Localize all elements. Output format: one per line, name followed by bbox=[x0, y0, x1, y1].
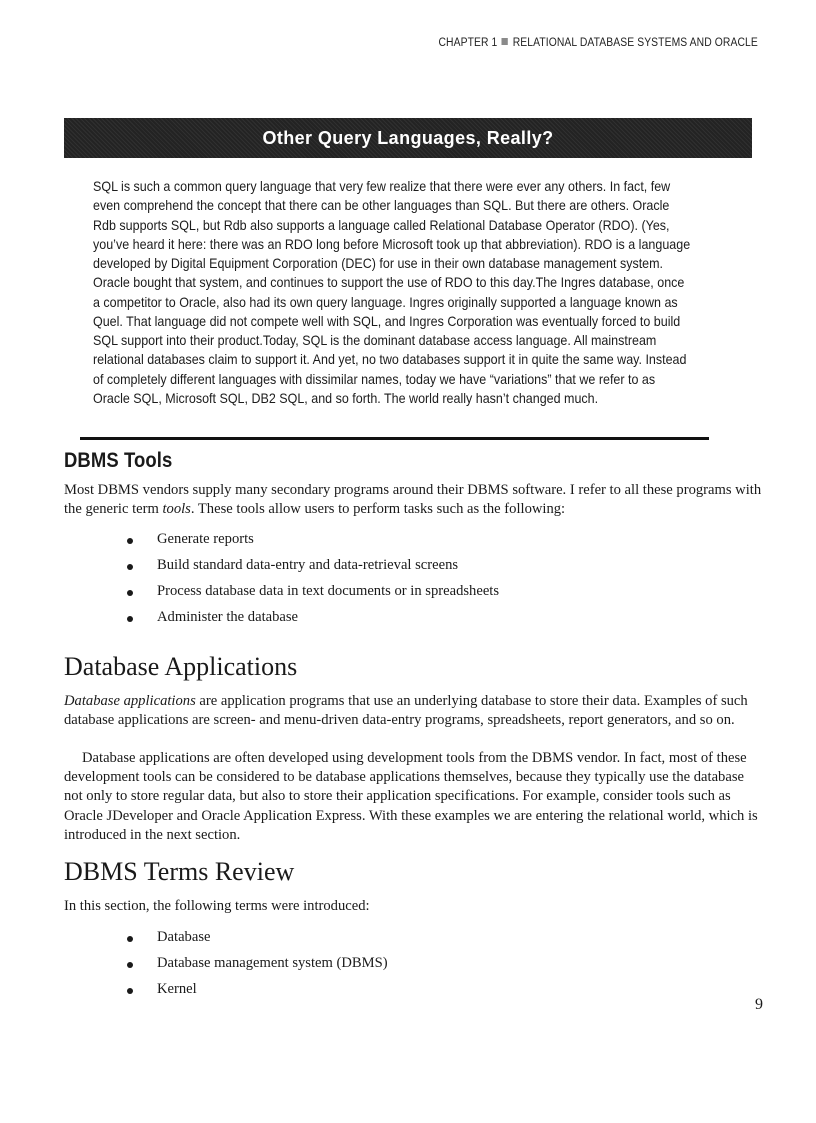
list-item-text: Database bbox=[157, 929, 211, 945]
list-item-text: Generate reports bbox=[157, 531, 254, 547]
list-item-text: Database management system (DBMS) bbox=[157, 955, 388, 971]
sidebar-body: SQL is such a common query language that very few realize that there were ever any others. In fact, few even comprehend the concept that there can be other languages than SQL. But there are others. Oracle Rdb supports SQL, but Rdb also supports a language called Relational Database Operator (RDO). (Yes, you’ve heard it here: there was an RDO long before Microsoft took up that abbreviation). RDO is a language developed by Digital Equipment Corporation (DEC) for use in their own database management system. Oracle bought that system, and continues to support the use of RDO to this day.The Ingres database, once a competitor to Oracle, also had its own query language. Ingres originally supported a language known as Quel. That language did not compete well with SQL, and Ingres Corporation was eventually forced to build SQL support into their product.Today, SQL is the dominant database access language. All mainstream relational databases claim to support it. And yet, no two databases support it in quite the same way. Instead of completely different languages with dissimilar names, today we have “variations” that we refer to as Oracle SQL, Microsoft SQL, DB2 SQL, and so forth. The world really hasn’t changed much. bbox=[93, 179, 691, 406]
bullet-icon bbox=[127, 538, 133, 544]
list-item-text: Build standard data-entry and data-retrieval screens bbox=[157, 557, 459, 573]
dbms-tools-intro bbox=[64, 481, 764, 519]
terms-review-intro: In this section, the following terms were introduced: bbox=[64, 898, 370, 914]
list-item-text: Process database data in text documents or in spreadsheets bbox=[157, 583, 500, 599]
bullet-icon bbox=[127, 564, 133, 570]
bullet-icon bbox=[127, 936, 133, 942]
sidebar-banner bbox=[64, 118, 752, 158]
section-heading-database-applications: Database Applications bbox=[64, 652, 298, 681]
dbms-tools-intro-text: Most DBMS vendors supply many secondary programs around their DBMS software. I refer to all these programs with the generic term bbox=[64, 482, 762, 518]
page-number: 9 bbox=[755, 996, 763, 1013]
running-header bbox=[439, 37, 758, 49]
chapter-title: RELATIONAL DATABASE SYSTEMS AND ORACLE bbox=[512, 37, 758, 49]
bullet-icon bbox=[127, 616, 133, 622]
chapter-label: CHAPTER 1 bbox=[438, 37, 498, 49]
dbms-tools-intro-text-end: . These tools allow users to perform tasks such as the following: bbox=[190, 501, 566, 518]
bullet-icon bbox=[127, 590, 133, 596]
section-heading-dbms-terms-review: DBMS Terms Review bbox=[64, 857, 295, 886]
list-item-text: Administer the database bbox=[157, 609, 299, 625]
database-applications-para-2 bbox=[64, 749, 764, 845]
list-item-text: Kernel bbox=[157, 981, 197, 997]
bullet-icon bbox=[127, 988, 133, 994]
database-applications-para-1 bbox=[64, 692, 764, 730]
separator-square-icon bbox=[502, 38, 508, 45]
database-applications-para-2-text: Database applications are often developed using development tools from the DBMS vendor. In fact, most of these development tools can be considered to be database applications themselves, because they typically use the database not only to store regular data, but also to store their application specifications. For example, consider tools such as Oracle JDeveloper and Oracle Application Express. With these examples we are entering the relational world, which is introduced in the next section. bbox=[64, 750, 758, 843]
term-tools: tools bbox=[162, 501, 191, 518]
database-applications-para-1-text: are application programs that use an underlying database to store their data. Examples of such database applications are screen- and menu-driven data-entry programs, spreadsheets, report generators, and so on. bbox=[64, 693, 748, 729]
bullet-icon bbox=[127, 962, 133, 968]
sidebar-title: Other Query Languages, Really? bbox=[262, 127, 554, 148]
sidebar-bottom-rule bbox=[80, 437, 709, 440]
section-heading-dbms-tools: DBMS Tools bbox=[64, 449, 173, 472]
term-database-applications: Database applications bbox=[64, 693, 196, 709]
